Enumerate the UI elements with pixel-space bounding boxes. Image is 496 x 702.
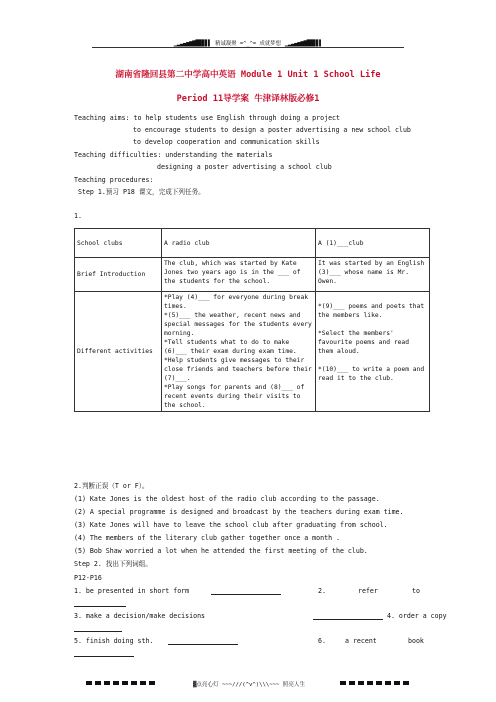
header-decoration bbox=[92, 39, 404, 47]
activity-item: *Help students give messages to their close friends and teachers before their (7)___. bbox=[164, 357, 312, 382]
teaching-difficulties: Teaching difficulties: understanding the materials bbox=[74, 151, 273, 159]
table-cell bbox=[162, 292, 316, 412]
page-range: P12-P16 bbox=[74, 574, 102, 582]
phrase-6-num: 6. bbox=[318, 637, 326, 645]
phrase-2-word: refer bbox=[358, 587, 378, 595]
table-cell: It was started by an English (3)___ whose name is Mr. Owen. bbox=[316, 258, 430, 292]
phrase-1: 1. be presented in short form bbox=[74, 587, 190, 595]
list-item: (4) The members of the literary club gather together once a month . bbox=[74, 534, 340, 542]
task1-number: 1. bbox=[74, 212, 82, 220]
phrase-2-num: 2. bbox=[318, 587, 326, 595]
teaching-aims-line3: to develop cooperation and communication skills bbox=[133, 138, 320, 146]
header-rule bbox=[92, 47, 404, 48]
list-item: (2) A special programme is designed and broadcast by the teachers during exam time. bbox=[74, 508, 404, 516]
footer-decoration bbox=[86, 680, 412, 688]
activity-item: *Play songs for parents and (8)___ of recent events during their visits to the school. bbox=[164, 384, 305, 409]
teaching-aims-line2: to encourage students to design a poster advertising a new school club bbox=[133, 126, 411, 134]
activity-item: *(9)___ poems and poets that the members like. bbox=[318, 303, 425, 319]
activity-item: *(5)___ the weather, recent news and special messages for the students every morning. bbox=[164, 312, 312, 337]
list-item: (5) Bob Shaw worried a lot when he attended the first meeting of the club. bbox=[74, 547, 368, 555]
footer-motto: ▓点亮心灯 ~~~///(^v^)\\\~~~ 照亮人生 bbox=[192, 682, 306, 688]
activity-item: *Select the members' favourite poems and read them aloud. bbox=[318, 330, 409, 355]
footer-squares-left bbox=[86, 681, 158, 687]
table-cell: Different activities bbox=[75, 292, 162, 412]
teaching-difficulties-line2: designing a poster advertising a school club bbox=[157, 163, 332, 171]
answer-line bbox=[313, 619, 383, 620]
table-cell: Brief Introduction bbox=[75, 258, 162, 292]
table-cell: A (1)___club bbox=[316, 229, 430, 258]
answer-line bbox=[74, 606, 126, 607]
phrase-4: 4. order a copy bbox=[387, 612, 447, 620]
answer-line bbox=[74, 631, 122, 632]
header-motto: 精诚凝聚 =^_^= 成就梦想 bbox=[215, 41, 281, 47]
phrase-6-words: a recent bbox=[345, 637, 377, 645]
table-cell: A radio club bbox=[162, 229, 316, 258]
step1-heading: Step 1.预习 P18 课文，完成下列任务。 bbox=[78, 188, 205, 196]
header-bars-right: ▁▂▃▄▅▆▇█▉▊▋▌ bbox=[284, 39, 323, 47]
table-row bbox=[75, 258, 430, 292]
answer-line bbox=[168, 644, 238, 645]
table-cell: School clubs bbox=[75, 229, 162, 258]
table-row bbox=[75, 292, 430, 412]
answer-line bbox=[211, 594, 281, 595]
step2-heading: Step 2. 找出下列词组。 bbox=[74, 560, 152, 568]
page-title: 湖南省隆回县第二中学高中英语 Module 1 Unit 1 School Life bbox=[115, 70, 381, 80]
header-bars-left: ▁▂▃▄▅▆▇█▉▊▋▌ bbox=[173, 39, 212, 47]
club-table bbox=[74, 228, 430, 412]
task2-heading: 2.判断正误（T or F）。 bbox=[74, 482, 149, 490]
phrase-2-to: to bbox=[412, 587, 420, 595]
phrase-5: 5. finish doing sth. bbox=[74, 637, 154, 645]
list-item: (3) Kate Jones will have to leave the school club after graduating from school. bbox=[74, 521, 388, 529]
page-subtitle: Period 11导学案 牛津译林版必修1 bbox=[176, 94, 320, 104]
phrase-6-book: book bbox=[408, 637, 424, 645]
footer-squares-right bbox=[340, 681, 412, 687]
teaching-aims: Teaching aims: to help students use English through doing a project bbox=[74, 114, 340, 122]
answer-line bbox=[74, 656, 134, 657]
table-cell bbox=[316, 292, 430, 412]
teaching-procedures: Teaching procedures: bbox=[74, 176, 154, 184]
activity-item: *Play (4)___ for everyone during break times. bbox=[164, 294, 309, 310]
activity-item: *(10)___ to write a poem and read it to the club. bbox=[318, 366, 425, 382]
list-item: (1) Kate Jones is the oldest host of the radio club according to the passage. bbox=[74, 495, 380, 503]
table-cell: The club, which was started by Kate Jones two years ago is in the ___ of the students for the school. bbox=[162, 258, 316, 292]
table-row bbox=[75, 229, 430, 258]
phrase-3: 3. make a decision/make decisions bbox=[74, 612, 206, 620]
activity-item: *Tell students what to do to make (6)___ their exam during exam time. bbox=[164, 339, 297, 355]
